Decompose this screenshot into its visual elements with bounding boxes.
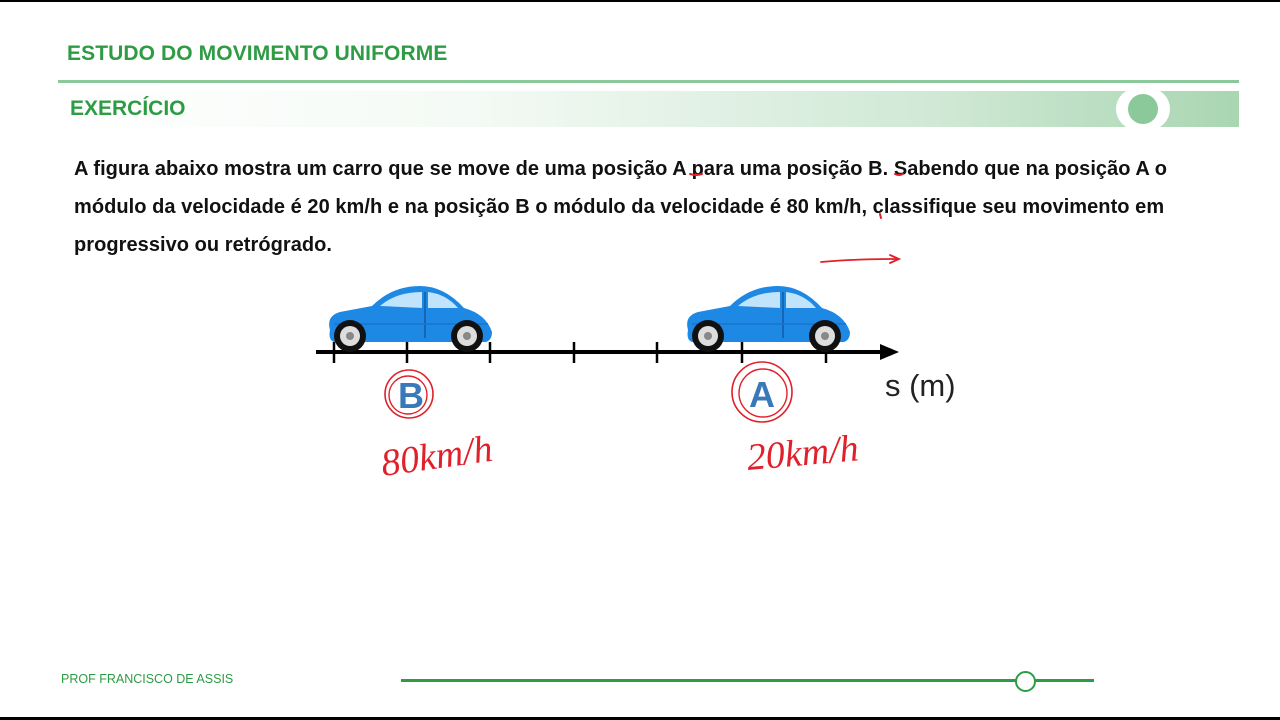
footer-author: PROF FRANCISCO DE ASSIS bbox=[61, 672, 234, 686]
position-b-marker bbox=[385, 370, 433, 418]
axis-arrowhead bbox=[880, 344, 899, 360]
question-line-2: módulo da velocidade é 20 km/h e na posição B o módulo da velocidade é 80 km/h, classifique seu movimento em bbox=[74, 196, 1165, 218]
question-line-3: progressivo ou retrógrado. bbox=[74, 234, 333, 256]
handwriting-marks bbox=[690, 174, 903, 218]
note-speed-a: 20km/h bbox=[745, 427, 861, 479]
question-line-1: A figura abaixo mostra um carro que se move de uma posição A para uma posição B. Sabendo que na posição A o bbox=[74, 158, 1168, 180]
axis-label: s (m) bbox=[885, 368, 956, 403]
page-title: ESTUDO DO MOVIMENTO UNIFORME bbox=[67, 42, 448, 65]
position-axis bbox=[316, 342, 899, 363]
direction-arrow-sketch bbox=[821, 255, 899, 263]
position-a-marker bbox=[732, 362, 792, 422]
car-a-icon bbox=[687, 286, 850, 352]
presentation-progress-knob[interactable] bbox=[1015, 671, 1036, 692]
position-a-label: A bbox=[749, 374, 775, 415]
note-speed-b: 80km/h bbox=[378, 427, 496, 485]
section-label: EXERCÍCIO bbox=[70, 97, 186, 120]
car-b-icon bbox=[329, 286, 492, 352]
presentation-progress-track[interactable] bbox=[401, 679, 1094, 682]
position-b-label: B bbox=[398, 375, 424, 416]
